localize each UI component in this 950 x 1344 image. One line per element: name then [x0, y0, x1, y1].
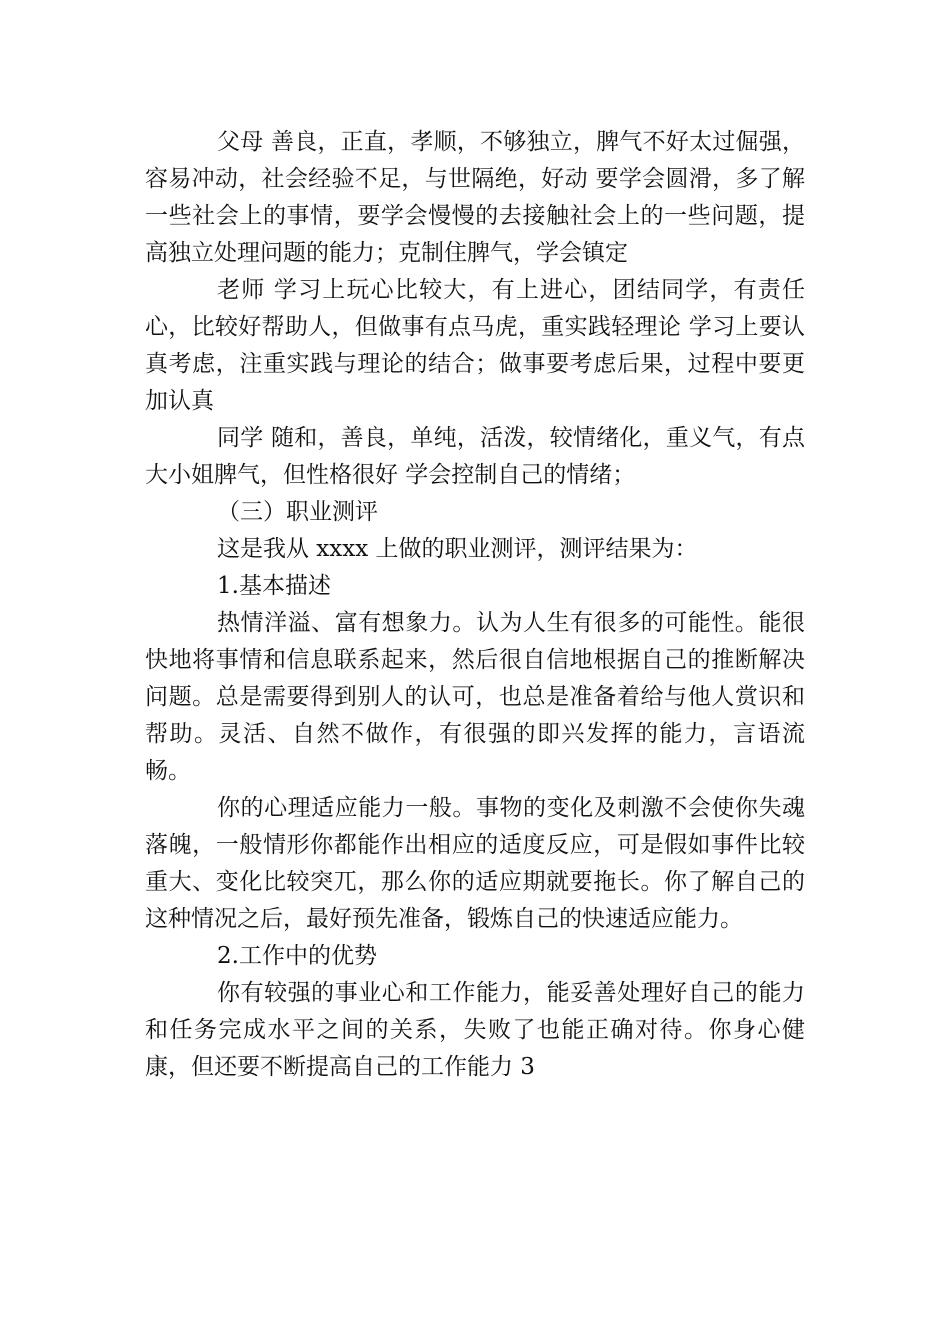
paragraph-classmates: 同学 随和，善良，单纯，活泼，较情绪化，重义气，有点大小姐脾气，但性格很好 学会控制自己的情绪；: [145, 425, 805, 488]
paragraph-teacher: 老师 学习上玩心比较大，有上进心，团结同学，有责任心，比较好帮助人，但做事有点马虎，重实践轻理论 学习上要认真考虑，注重实践与理论的结合；做事要考虑后果，过程中要更加认真: [145, 277, 805, 414]
subheading-basic-description: 1.基本描述: [217, 573, 331, 599]
subheading-work-strengths: 2.工作中的优势: [217, 943, 377, 969]
document-page: [145, 124, 805, 1086]
paragraph-test-intro: 这是我从 xxxx 上做的职业测评，测评结果为：: [217, 536, 698, 562]
section-heading-career-test: （三）职业测评: [217, 499, 378, 525]
paragraph-basic-description: 热情洋溢、富有想象力。认为人生有很多的可能性。能很快地将事情和信息联系起来，然后很自信地根据自己的推断解决问题。总是需要得到别人的认可，也总是准备着给与他人赏识和帮助。灵活、自然不做作，有很强的即兴发挥的能力，言语流畅。: [145, 610, 805, 784]
paragraph-adaptability: 你的心理适应能力一般。事物的变化及刺激不会使你失魂落魄，一般情形你都能作出相应的适度反应，可是假如事件比较重大、变化比较突兀，那么你的适应期就要拖长。你了解自己的这种情况之后，最好预先准备，锻炼自己的快速适应能力。: [145, 795, 805, 932]
paragraph-parents: 父母 善良，正直，孝顺，不够独立，脾气不好太过倔强，容易冲动，社会经验不足，与世隔绝，好动 要学会圆滑，多了解一些社会上的事情，要学会慢慢的去接触社会上的一些问题，提高独立处理问题的能力；克制住脾气，学会镇定: [145, 129, 805, 266]
paragraph-work-strengths: 你有较强的事业心和工作能力，能妥善处理好自己的能力和任务完成水平之间的关系，失败了也能正确对待。你身心健康，但还要不断提高自己的工作能力 3: [145, 980, 805, 1080]
